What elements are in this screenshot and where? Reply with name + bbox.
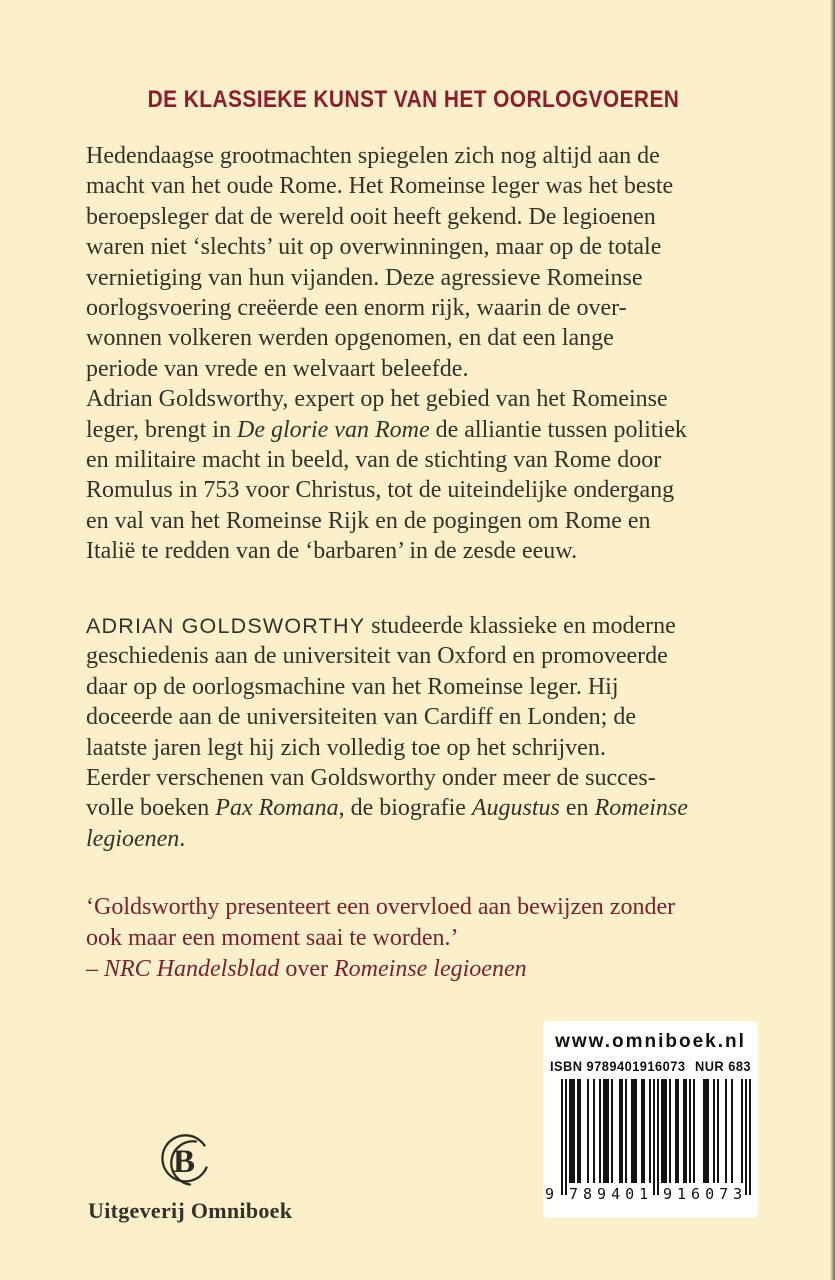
text-line: ook maar een moment saai te worden.’ (86, 925, 459, 951)
nur-number: 683 (728, 1059, 752, 1074)
publisher-name: Uitgeverij Omniboek (88, 1198, 293, 1223)
author-bio-block (86, 611, 688, 854)
isbn-nur-line (548, 1059, 752, 1074)
cover-edge-shadow (830, 0, 835, 1280)
text-line: daar op de oorlogsmachine van het Romeinse leger. Hij (86, 673, 619, 700)
text-line: volle boeken Pax Romana, de biografie Augustus en Romeinse (86, 795, 688, 822)
logo-b-letter: B (172, 1144, 196, 1180)
text-line: oorlogsvoering creëerde een enorm rijk, waarin de over- (86, 295, 627, 322)
text-line: Eerder verschenen van Goldsworthy onder meer de succes- (86, 765, 656, 792)
text-line: laatste jaren legt hij zich volledig toe op het schrijven. (86, 734, 606, 761)
ean-barcode (545, 1079, 751, 1219)
synopsis-block (86, 141, 687, 567)
isbn-number: 9789401916073 (586, 1059, 686, 1074)
isbn-label: ISBN (549, 1059, 583, 1074)
text-line: en val van het Romeinse Rijk en de pogingen om Rome en (86, 507, 651, 534)
barcode-bars (561, 1079, 751, 1195)
review-quote-block (86, 892, 675, 985)
text-line: wonnen volkeren werden opgenomen, en dat een lange (86, 325, 614, 352)
text-line: ‘Goldsworthy presenteert een overvloed aan bewijzen zonder (86, 894, 676, 920)
text-line: legioenen. (86, 825, 186, 852)
omniboek-logo-icon (155, 1132, 217, 1196)
nur-label: NUR (694, 1059, 725, 1074)
text-line: vernietiging van hun vijanden. Deze agressieve Romeinse (86, 264, 643, 291)
text-line: Romulus in 753 voor Christus, tot de uiteindelijke ondergang (86, 477, 675, 504)
publisher-website: www.omniboek.nl (555, 1031, 746, 1052)
text-line: en militaire macht in beeld, van de stichting van Rome door (86, 447, 662, 474)
text-line: Hedendaagse grootmachten spiegelen zich nog altijd aan de (86, 143, 660, 169)
text-line: – NRC Handelsblad over Romeinse legioenen (86, 956, 527, 982)
text-line: waren niet ‘slechts’ uit op overwinningen, maar op de totale (86, 234, 662, 261)
text-line: Adrian Goldsworthy, expert op het gebied van het Romeinse (86, 386, 668, 413)
barcode-digits-right: 916073 (663, 1185, 748, 1203)
barcode-digits-left: 789401 (569, 1185, 654, 1203)
text-line: Italië te redden van de ‘barbaren’ in de zesde eeuw. (86, 538, 578, 565)
publisher-block (88, 1132, 293, 1224)
text-line: periode van vrede en welvaart beleefde. (86, 355, 469, 382)
text-line: geschiedenis aan de universiteit van Oxford en promoveerde (86, 643, 668, 670)
text-line: macht van het oude Rome. Het Romeinse leger was het beste (86, 173, 674, 200)
text-line: doceerde aan de universiteiten van Cardiff en Londen; de (86, 704, 636, 731)
text-line: beroepsleger dat de wereld ooit heeft gekend. De legioenen (86, 203, 656, 230)
tagline: DE KLASSIEKE KUNST VAN HET OORLOGVOEREN (147, 86, 680, 113)
barcode-digit-first: 9 (545, 1185, 555, 1203)
barcode-panel (543, 1021, 758, 1218)
text-line: ADRIAN GOLDSWORTHY studeerde klassieke en moderne (86, 613, 676, 639)
text-line: leger, brengt in De glorie van Rome de alliantie tussen politiek (86, 416, 687, 443)
